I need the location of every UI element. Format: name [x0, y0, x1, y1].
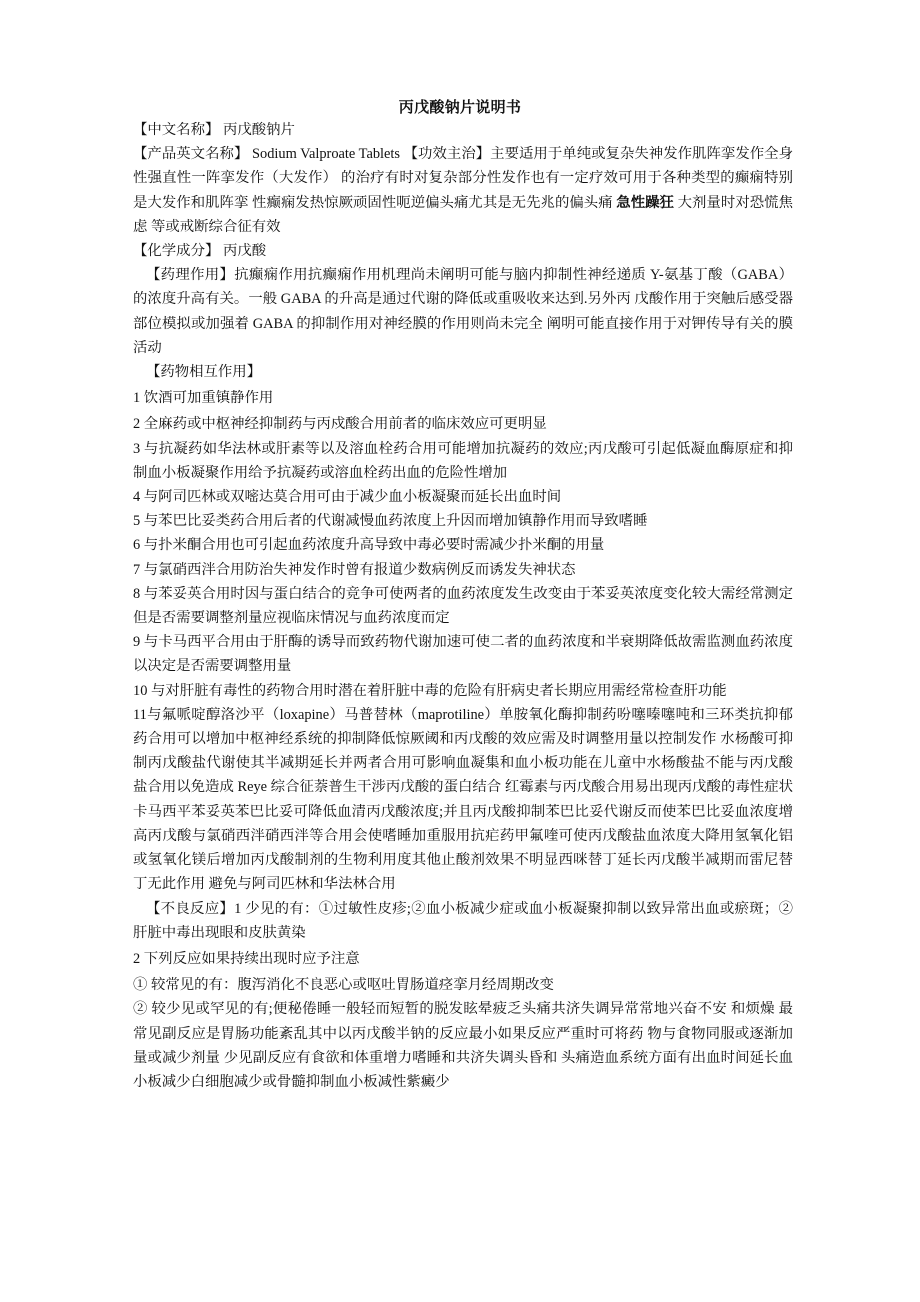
adverse-reactions-item-2: 2 下列反应如果持续出现时应予注意: [133, 950, 360, 967]
interactions-header: 【药物相互作用】: [145, 364, 262, 381]
interaction-item-3: 3 与抗凝药如华法林或肝素等以及溶血栓药合用可能增加抗凝药的效应;丙戊酸可引起低凝血酶原症和抑制血小板凝聚作用给予抗凝药或溶血栓药出血的危险性增加: [133, 440, 793, 481]
interaction-item-6: 6 与扑米酮合用也可引起血药浓度升高导致中毒必要时需减少扑米酮的用量: [133, 537, 605, 554]
chinese-name-line: 【中文名称】 丙戊酸钠片: [133, 122, 295, 138]
interaction-item-11: 11与氟哌啶醇洛沙平（loxapine）马普替林（maprotiline）单胺氧化酶抑制药吩噻嗪噻吨和三环类抗抑郁药合用可以增加中枢神经系统的抑制降低惊厥阈和丙戊酸的效应需及时调整用量以控制发作 水杨酸可抑制丙戊酸盐代谢使其半减期延长并两者合用可影响血凝集和血小板功能在儿童中水杨酸盐不能与丙戊酸盐合用以免造成 Reye 综合征萘普生干涉丙戊酸的蛋白结合 红霉素与丙戊酸合用易出现丙戊酸的毒性症状卡马西平苯妥英苯巴比妥可降低血清丙戊酸浓度;并且丙戊酸抑制苯巴比妥代谢反而使苯巴比妥血浓度增高丙戊酸与氯硝西泮硝西泮等合用会使嗜睡加重服用抗疟药甲氟喹可使丙戊酸盐血浓度大降用氢氧化铝或氢氧化镁后增加丙戊酸制剂的生物利用度其他止酸剂效果不明显西咪替丁延长丙戊酸半减期而雷尼替丁无此作用 避免与阿司匹林和华法林合用: [133, 706, 793, 893]
interaction-item-10: 10 与对肝脏有毒性的药物合用时潜在着肝脏中毒的危险有肝病史者长期应用需经常检查肝功能: [133, 682, 727, 699]
document-body: [133, 118, 793, 1094]
pharmacology-paragraph: 【药理作用】抗癫痫作用抗癫痫作用机理尚未阐明可能与脑内抑制性神经递质 Y-氨基丁酸（GABA）的浓度升高有关。一般 GABA 的升高是通过代谢的降低或重吸收来达到.另外丙 戊酸作用于突触后感受器部位模拟或加强着 GABA 的抑制作用对神经膜的作用则尚未完全 阐明可能直接作用于对钾传导有关的膜活动: [133, 267, 793, 356]
adverse-reactions-item-2a: ① 较常见的有：腹泻消化不良恶心或呕吐胃肠道痉挛月经周期改变: [133, 977, 554, 994]
composition-line: 【化学成分】 丙戊酸: [133, 243, 267, 260]
indication-text-a: 【产品英文名称】 Sodium Valproate Tablets 【功效主治】主要适用于单纯或复杂失神发作肌阵挛发作全身性强直性一阵挛发作（大发作） 的治疗有时对复杂部分性发作也有一定疗效可用于各种类型的癫痫特别是大发作和肌阵挛 性癫痫发热惊厥顽固性呃逆偏头痛尤其是无先兆的偏头痛: [133, 146, 793, 211]
interaction-item-1: 1 饮酒可加重镇静作用: [133, 390, 274, 407]
interaction-item-8: 8 与苯妥英合用时因与蛋白结合的竞争可使两者的血药浓度发生改变由于苯妥英浓度变化较大需经常测定但是否需要调整剂量应视临床情况与血药浓度而定: [133, 585, 793, 627]
english-name-indication-paragraph: [133, 142, 793, 239]
indication-bold-text: 急性躁狂: [616, 194, 674, 211]
interaction-item-2: 2 全麻药或中枢神经抑制药与丙戍酸合用前者的临床效应可更明显: [133, 416, 547, 433]
adverse-reactions-item-2b: ② 较少见或罕见的有;便秘倦睡一般轻而短暂的脱发眩晕疲乏头痛共济失调异常常地兴奋不安 和烦燥 最常见副反应是胃肠功能紊乱其中以丙戊酸半钠的反应最小如果反应严重时可将药 物与食物同服或逐渐加量或减少剂量 少见副反应有食欲和体重增力嗜睡和共济失调头昏和 头痛造血系统方面有出血时间延长血小板减少白细胞减少或骨髓抑制血小板减性紫癜少: [133, 1001, 793, 1090]
interaction-item-9: 9 与卡马西平合用由于肝酶的诱导而致药物代谢加速可使二者的血药浓度和半衰期降低故需监测血药浓度以决定是否需要调整用量: [133, 634, 793, 675]
adverse-reactions-paragraph-1: 【不良反应】1 少见的有：①过敏性皮疹;②血小板减少症或血小板凝聚抑制以致异常出血或瘀斑；②肝脏中毒出现眼和皮肤黄染: [133, 900, 793, 941]
interaction-item-4: 4 与阿司匹林或双嘧达莫合用可由于减少血小板凝聚而延长出血时间: [133, 489, 562, 506]
interaction-item-7: 7 与氯硝西泮合用防治失神发作时曾有报道少数病例反而诱发失神状态: [133, 561, 576, 578]
indication-text-b: 大剂量时对恐慌焦虑 等或戒断综合征有效: [133, 194, 793, 235]
document-title: 丙戊酸钠片说明书: [398, 100, 522, 116]
interaction-item-5: 5 与苯巴比妥类药合用后者的代谢减慢血药浓度上升因而增加镇静作用而导致嗜睡: [133, 513, 648, 530]
